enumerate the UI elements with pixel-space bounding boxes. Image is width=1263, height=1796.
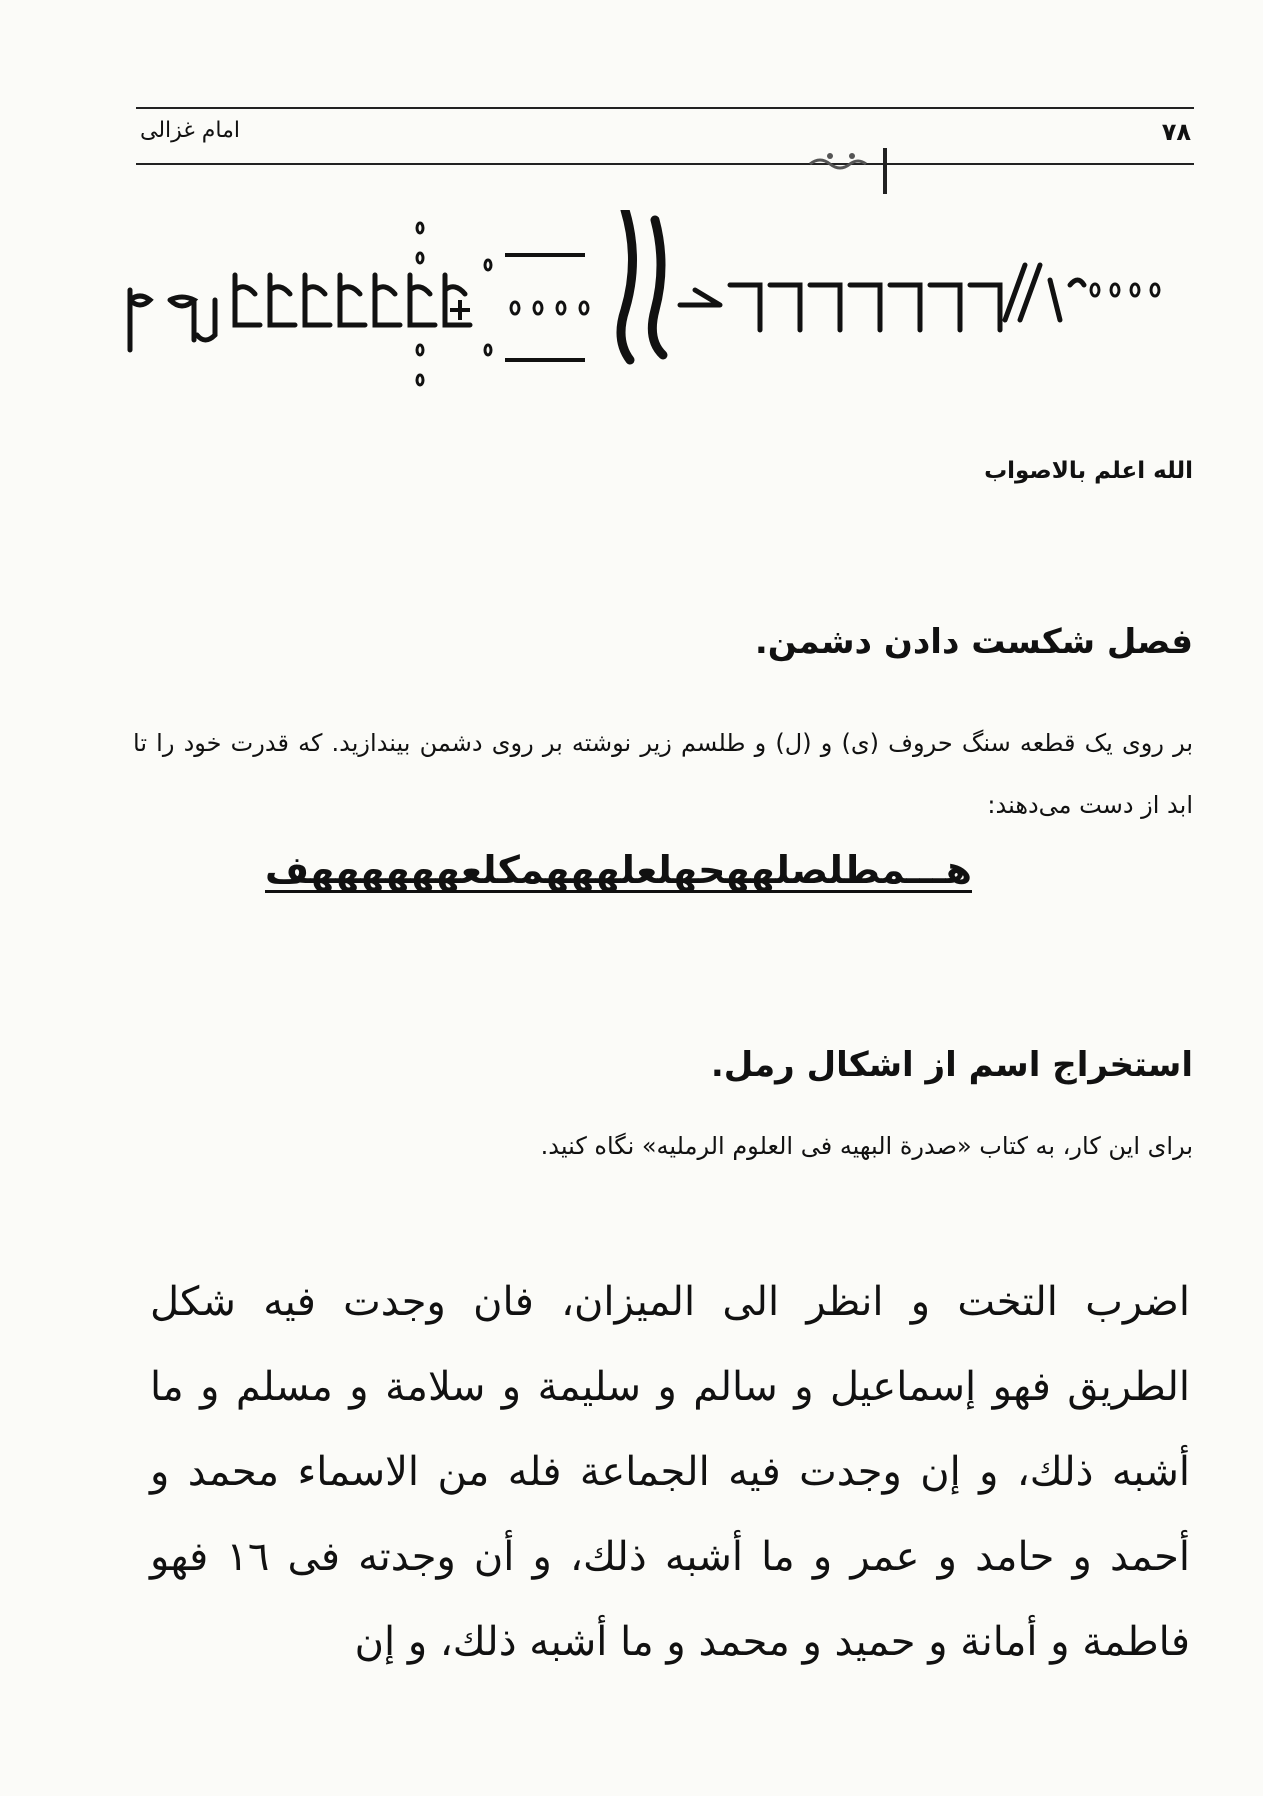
section-body-defeat-enemy: بر روی یک قطعه سنگ حروف (ی) و (ل) و طلسم زیر نوشته بر روی دشمن بیندازید. که قدرت خود را تا ابد از دست می‌دهند:	[133, 729, 1193, 819]
running-head: امام غزالی	[140, 118, 241, 143]
talisman-text: هـــمطلصلههحهلعلهههمکلعههههههف	[265, 848, 972, 892]
section-heading-extract-name: استخراج اسم از اشکال رمل.	[710, 1045, 1193, 1085]
arabic-quotation: اضرب التخت و انظر الى الميزان، فان وجدت فيه شكل الطريق فهو إسماعيل و سالم و سليمة و سلامة و مسلم و ما أشبه ذلك، و إن وجدت فيه الجماعة فله من الاسماء محمد و أحمد و حامد و عمر و ما أشبه ذلك، و أن وجدته فى ١٦ فهو فاطمة و أمانة و حميد و محمد و ما أشبه ذلك، و إن	[150, 1279, 1191, 1665]
closing-phrase: الله اعلم بالاصواب	[984, 458, 1193, 484]
section-body-extract-name: برای این کار، به کتاب «صدرة البهیه فی العلوم الرملیه» نگاه کنید.	[540, 1132, 1193, 1160]
header-rule-bottom	[136, 163, 1194, 165]
talisman-glyph-drawing	[120, 210, 1180, 410]
section-heading-defeat-enemy: فصل شکست دادن دشمن.	[754, 622, 1193, 662]
page-number: ۷۸	[1161, 118, 1191, 146]
handwritten-mark	[800, 146, 910, 196]
header-rule-top	[136, 107, 1194, 109]
